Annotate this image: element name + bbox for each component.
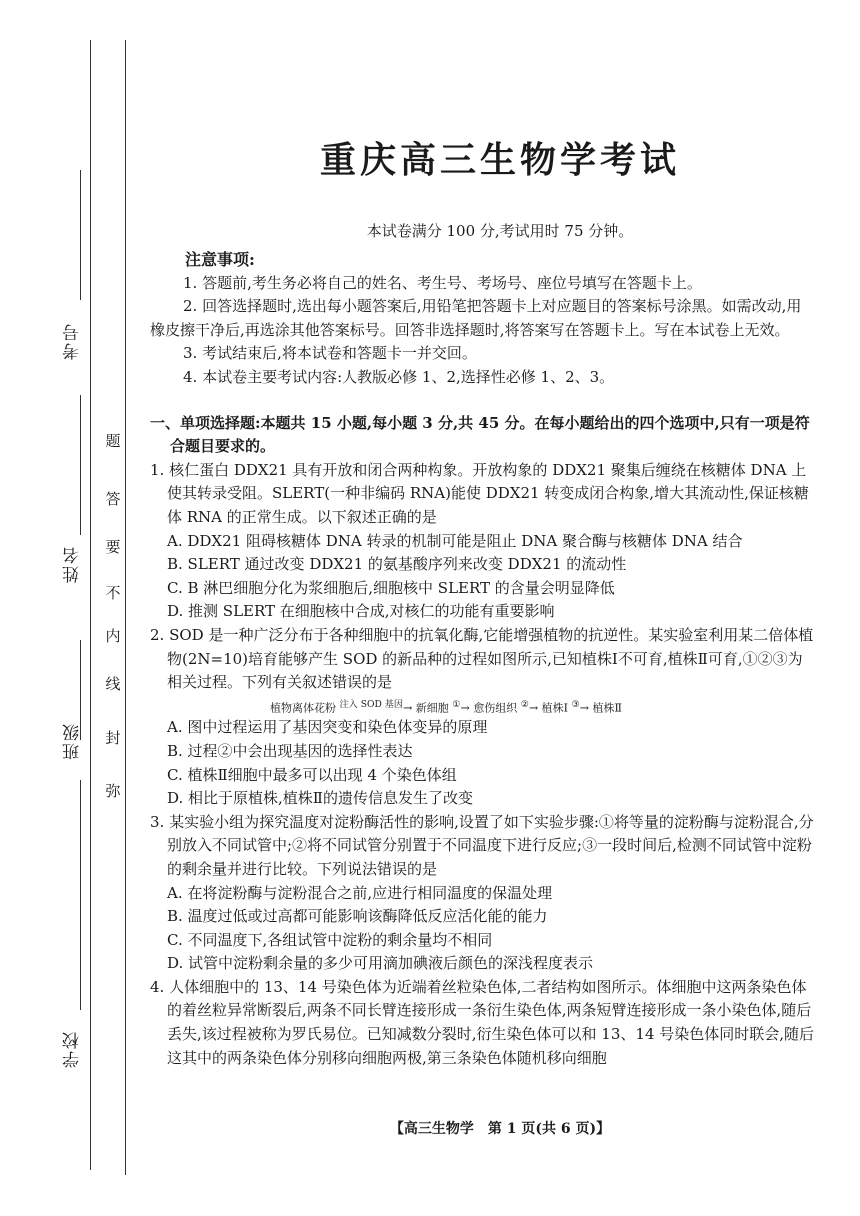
binding-line-inner xyxy=(125,40,126,1175)
page-footer: 【高三生物学 第 1 页(共 6 页)】 xyxy=(389,1121,611,1137)
question-option: C. 植株Ⅱ细胞中最多可以出现 4 个染色体组 xyxy=(167,765,457,784)
question-option: A. 在将淀粉酶与淀粉混合之前,应进行相同温度的保温处理 xyxy=(167,883,553,902)
flow-node: 愈伤组织 xyxy=(473,701,518,715)
exam-intro: 本试卷满分 100 分,考试用时 75 分钟。 xyxy=(366,222,634,240)
flow-arrow: $^{注入 SOD 基因}$→ xyxy=(339,698,413,715)
page-title: 重庆高三生物学考试 xyxy=(319,139,680,181)
flow-arrow: ③→ xyxy=(571,698,589,715)
question-option: A. DDX21 阻碍核糖体 DNA 转录的机制可能是阻止 DNA 聚合酶与核糖体 DNA 结合 xyxy=(167,531,743,550)
binding-char: 要 xyxy=(105,538,121,556)
binding-char: 题 xyxy=(105,432,121,450)
process-diagram xyxy=(270,697,815,717)
binding-char: 不 xyxy=(105,584,121,602)
binding-char: 线 xyxy=(105,675,121,693)
exam-content xyxy=(150,248,815,1070)
question-option: D. 推测 SLERT 在细胞核中合成,对核仁的功能有重要影响 xyxy=(167,602,555,621)
flow-node: 植株Ⅱ xyxy=(592,701,622,715)
binding-char: 封 xyxy=(105,729,121,747)
flow-node: 植物离体花粉 xyxy=(270,701,336,715)
question-option: B. 过程②中会出现基因的选择性表达 xyxy=(167,741,413,760)
question-option: C. 不同温度下,各组试管中淀粉的剩余量均不相同 xyxy=(167,930,493,949)
flow-arrow-label: ① xyxy=(452,698,461,710)
flow-arrow: ②→ xyxy=(520,698,539,715)
notes-heading: 注意事项: xyxy=(185,250,255,269)
question-option: A. 图中过程运用了基因突变和染色体变异的原理 xyxy=(167,718,488,737)
name-label: 姓名 xyxy=(63,545,83,583)
question-stem: 3. 某实验小组为探究温度对淀粉酶活性的影响,设置了如下实验步骤:①将等量的淀粉酶与淀粉混合,分别放入不同试管中;②将不同试管分别置于不同温度下进行反应;③一段时间后,检测不同试管中淀粉的剩余量并进行比较。下列说法错误的是 xyxy=(150,812,814,878)
name-blank xyxy=(80,395,81,535)
question-option: D. 试管中淀粉剩余量的多少可用滴加碘液后颜色的深浅程度表示 xyxy=(167,954,594,973)
binding-char: 内 xyxy=(105,627,121,645)
binding-line-outer xyxy=(90,40,91,1170)
school-blank xyxy=(80,780,81,1010)
section-heading: 一、单项选择题:本题共 15 小题,每小题 3 分,共 45 分。在每小题给出的四个选项中,只有一项是符合题目要求的。 xyxy=(150,413,810,456)
question-option: B. 温度过低或过高都可能影响该酶降低反应活化能的能力 xyxy=(167,907,548,926)
exam-no-label: 考号 xyxy=(63,322,83,360)
question-option: C. B 淋巴细胞分化为浆细胞后,细胞核中 SLERT 的含量会明显降低 xyxy=(167,578,615,597)
binding-char: 答 xyxy=(105,490,121,508)
note-item: 4. 本试卷主要考试内容:人教版必修 1、2,选择性必修 1、2、3。 xyxy=(183,367,615,386)
flow-arrow: ①→ xyxy=(452,698,470,715)
flow-arrow-label: ③ xyxy=(571,698,580,710)
question-option: B. SLERT 通过改变 DDX21 的氨基酸序列来改变 DDX21 的流动性 xyxy=(167,555,627,574)
flow-node: 植株Ⅰ xyxy=(541,701,569,715)
exam-no-blank xyxy=(80,170,81,300)
question-option: D. 相比于原植株,植株Ⅱ的遗传信息发生了改变 xyxy=(167,789,473,808)
question-stem: 1. 核仁蛋白 DDX21 具有开放和闭合两种构象。开放构象的 DDX21 聚集后缠绕在核糖体 DNA 上使其转录受阻。SLERT(一种非编码 RNA)能使 DDX21 转变成闭合构象,增大其流动性,保证核糖体 RNA 的正常生成。以下叙述正确的是 xyxy=(150,460,809,526)
binding-char: 弥 xyxy=(105,782,121,800)
flow-arrow-label: ② xyxy=(520,698,529,710)
school-label: 学校 xyxy=(63,1030,83,1068)
flow-node: 新细胞 xyxy=(415,701,449,715)
class-label: 班级 xyxy=(63,722,83,760)
flow-arrow-label: 注入 SOD 基因 xyxy=(339,698,404,710)
question-stem: 4. 人体细胞中的 13、14 号染色体为近端着丝粒染色体,二者结构如图所示。体细胞中这两条染色体的着丝粒异常断裂后,两条不同长臂连接形成一条衍生染色体,两条短臂连接形成一条小染色体,随后丢失,该过程被称为罗氏易位。已知减数分裂时,衍生染色体可以和 13、14 号染色体同时联会,随后这其中的两条染色体分别移向细胞两极,第三条染色体随机移向细胞 xyxy=(150,977,815,1067)
note-item: 3. 考试结束后,将本试卷和答题卡一并交回。 xyxy=(183,344,477,363)
note-item: 1. 答题前,考生务必将自己的姓名、考生号、考场号、座位号填写在答题卡上。 xyxy=(183,273,702,292)
note-item: 2. 回答选择题时,选出每小题答案后,用铅笔把答题卡上对应题目的答案标号涂黑。如需改动,用橡皮擦干净后,再选涂其他答案标号。回答非选择题时,将答案写在答题卡上。写在本试卷上无效。 xyxy=(150,297,802,339)
question-stem: 2. SOD 是一种广泛分布于各种细胞中的抗氧化酶,它能增强植物的抗逆性。某实验室利用某二倍体植物(2N=10)培育能够产生 SOD 的新品种的过程如图所示,已知植株Ⅰ不可育,植株Ⅱ可育,①②③为相关过程。下列有关叙述错误的是 xyxy=(150,625,814,692)
